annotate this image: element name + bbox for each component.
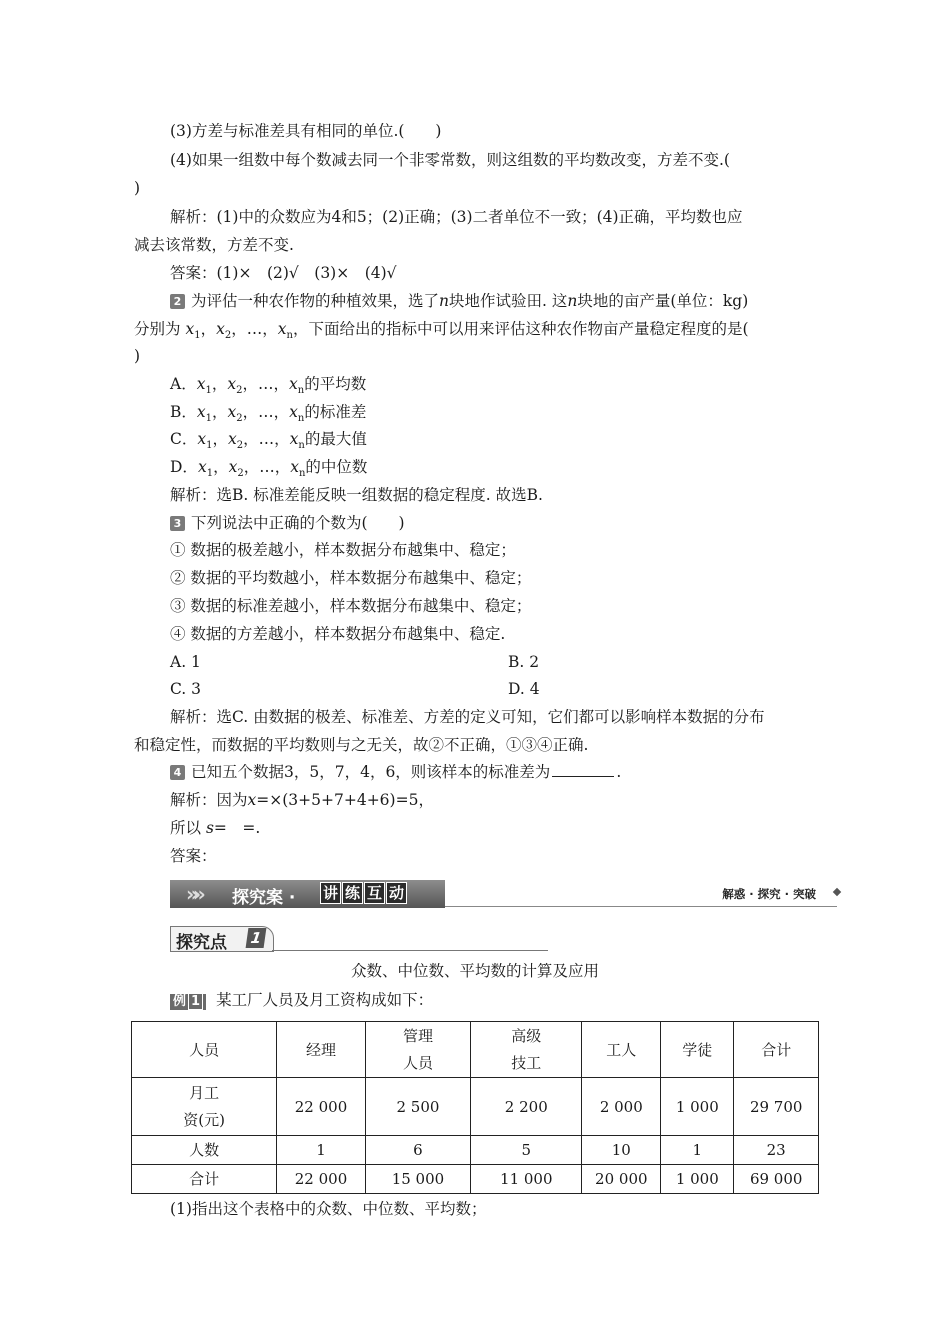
table-row bbox=[132, 1165, 819, 1194]
question-2-stem-cont: 分别为 $x_1$，$x_2$，…，$x_n$，下面给出的指标中可以用来评估这种农作物亩产量稳定程度的是( bbox=[134, 320, 749, 342]
table-cell: 6 bbox=[365, 1136, 470, 1165]
text-line: 减去该常数，方差不变. bbox=[134, 236, 294, 254]
question-number-badge: 3 bbox=[170, 516, 185, 531]
banner-boxed-title: 讲 练 互 动 bbox=[320, 882, 408, 904]
example-label: 例 1 bbox=[170, 994, 206, 1010]
statement-2: ② 数据的平均数越小，样本数据分布越集中、稳定； bbox=[170, 569, 532, 587]
divider bbox=[272, 950, 548, 951]
table-cell: 15 000 bbox=[365, 1165, 470, 1194]
table-cell: 20 000 bbox=[582, 1165, 661, 1194]
section-title: 众数、中位数、平均数的计算及应用 bbox=[350, 962, 599, 980]
table-cell: 1 000 bbox=[661, 1078, 734, 1136]
example-line: 例 1 某工厂人员及月工资构成如下： bbox=[170, 989, 433, 1011]
text-line: (4)如果一组数中每个数减去同一个非零常数，则这组数的平均数改变，方差不变.( bbox=[170, 151, 730, 169]
statement-1: ① 数据的极差越小，样本数据分布越集中、稳定； bbox=[170, 541, 516, 559]
table-header-cell: 经理 bbox=[277, 1022, 365, 1078]
table-header-cell: 高级 技工 bbox=[471, 1022, 582, 1078]
statement-3: ③ 数据的标准差越小，样本数据分布越集中、稳定； bbox=[170, 597, 532, 615]
analysis-line: 解析：选B. 标准差能反映一组数据的稳定程度. 故选B. bbox=[170, 486, 543, 504]
option-c: C. 3 bbox=[170, 680, 202, 698]
analysis-line: 解析：因为x=×(3+5+7+4+6)=5， bbox=[170, 791, 434, 809]
analysis-line: 解析：选C. 由数据的极差、标准差、方差的定义可知，它们都可以影响样本数据的分布 bbox=[170, 708, 765, 726]
text-line: 解析：(1)中的众数应为4和5；(2)正确；(3)二者单位不一致；(4)正确，平均数也应 bbox=[170, 208, 743, 226]
table-cell: 1 000 bbox=[661, 1165, 734, 1194]
option-a: A. 1 bbox=[170, 653, 201, 671]
table-header-cell: 学徒 bbox=[661, 1022, 734, 1078]
table-cell: 月工 资(元) bbox=[132, 1078, 277, 1136]
table-row bbox=[132, 1078, 819, 1136]
banner-title: 探究案 · bbox=[232, 888, 296, 908]
banner-bar bbox=[170, 880, 445, 908]
question-2-stem: 2 为评估一种农作物的种植效果，选了n块地作试验田. 这n块地的亩产量(单位：kg) bbox=[170, 290, 748, 312]
option-d: D. 4 bbox=[508, 680, 540, 698]
wage-table bbox=[131, 1021, 819, 1194]
question-4-stem: 4 已知五个数据3，5，7，4，6，则该样本的标准差为 . bbox=[170, 761, 621, 783]
table-cell: 1 bbox=[277, 1136, 365, 1165]
table-cell: 2 000 bbox=[582, 1078, 661, 1136]
table-header-cell: 管理 人员 bbox=[365, 1022, 470, 1078]
divider bbox=[445, 906, 837, 907]
table-cell: 11 000 bbox=[471, 1165, 582, 1194]
option-b: B. 2 bbox=[508, 653, 540, 671]
double-chevron-icon: »» bbox=[186, 882, 200, 906]
table-cell: 10 bbox=[582, 1136, 661, 1165]
question-number-badge: 2 bbox=[170, 294, 185, 309]
table-cell: 2 200 bbox=[471, 1078, 582, 1136]
answer-line: 答案： bbox=[170, 847, 217, 865]
question-line: (1)指出这个表格中的众数、中位数、平均数； bbox=[170, 1200, 487, 1218]
table-header-cell: 人员 bbox=[132, 1022, 277, 1078]
text-line: (3)方差与标准差具有相同的单位.( ) bbox=[170, 122, 442, 140]
option-d: D．$x_1$，$x_2$，…，$x_n$的中位数 bbox=[170, 458, 368, 480]
banner-tag: 解惑 · 探究 · 突破 bbox=[722, 887, 816, 901]
question-number-badge: 4 bbox=[170, 765, 185, 780]
option-b: B．$x_1$，$x_2$，…，$x_n$的标准差 bbox=[170, 403, 367, 425]
explore-label: 探究点 bbox=[176, 933, 227, 953]
table-cell: 29 700 bbox=[734, 1078, 819, 1136]
table-header-row bbox=[132, 1022, 819, 1078]
table-cell: 1 bbox=[661, 1136, 734, 1165]
option-c: C．$x_1$，$x_2$，…，$x_n$的最大值 bbox=[170, 430, 367, 452]
option-a: A．$x_1$，$x_2$，…，$x_n$的平均数 bbox=[170, 375, 367, 397]
answer-blank bbox=[552, 762, 614, 777]
table-cell: 69 000 bbox=[734, 1165, 819, 1194]
text-line: ) bbox=[134, 179, 141, 197]
section-banner bbox=[170, 880, 840, 910]
diamond-icon bbox=[833, 888, 841, 896]
table-cell: 合计 bbox=[132, 1165, 277, 1194]
table-header-cell: 工人 bbox=[582, 1022, 661, 1078]
table-cell: 22 000 bbox=[277, 1078, 365, 1136]
answer-line: 答案：(1)× (2)√ (3)× (4)√ bbox=[170, 264, 397, 282]
table-row bbox=[132, 1136, 819, 1165]
explore-number-badge: 1 bbox=[246, 928, 267, 948]
question-3-stem: 3 下列说法中正确的个数为( ) bbox=[170, 512, 405, 534]
text-line: 所以 s= =. bbox=[170, 819, 261, 837]
table-cell: 2 500 bbox=[365, 1078, 470, 1136]
text-line: ) bbox=[134, 347, 141, 365]
analysis-line: 和稳定性，而数据的平均数则与之无关，故②不正确，①③④正确. bbox=[134, 736, 589, 754]
table-cell: 22 000 bbox=[277, 1165, 365, 1194]
table-cell: 人数 bbox=[132, 1136, 277, 1165]
table-cell: 5 bbox=[471, 1136, 582, 1165]
table-header-cell: 合计 bbox=[734, 1022, 819, 1078]
table-cell: 23 bbox=[734, 1136, 819, 1165]
statement-4: ④ 数据的方差越小，样本数据分布越集中、稳定. bbox=[170, 625, 506, 643]
